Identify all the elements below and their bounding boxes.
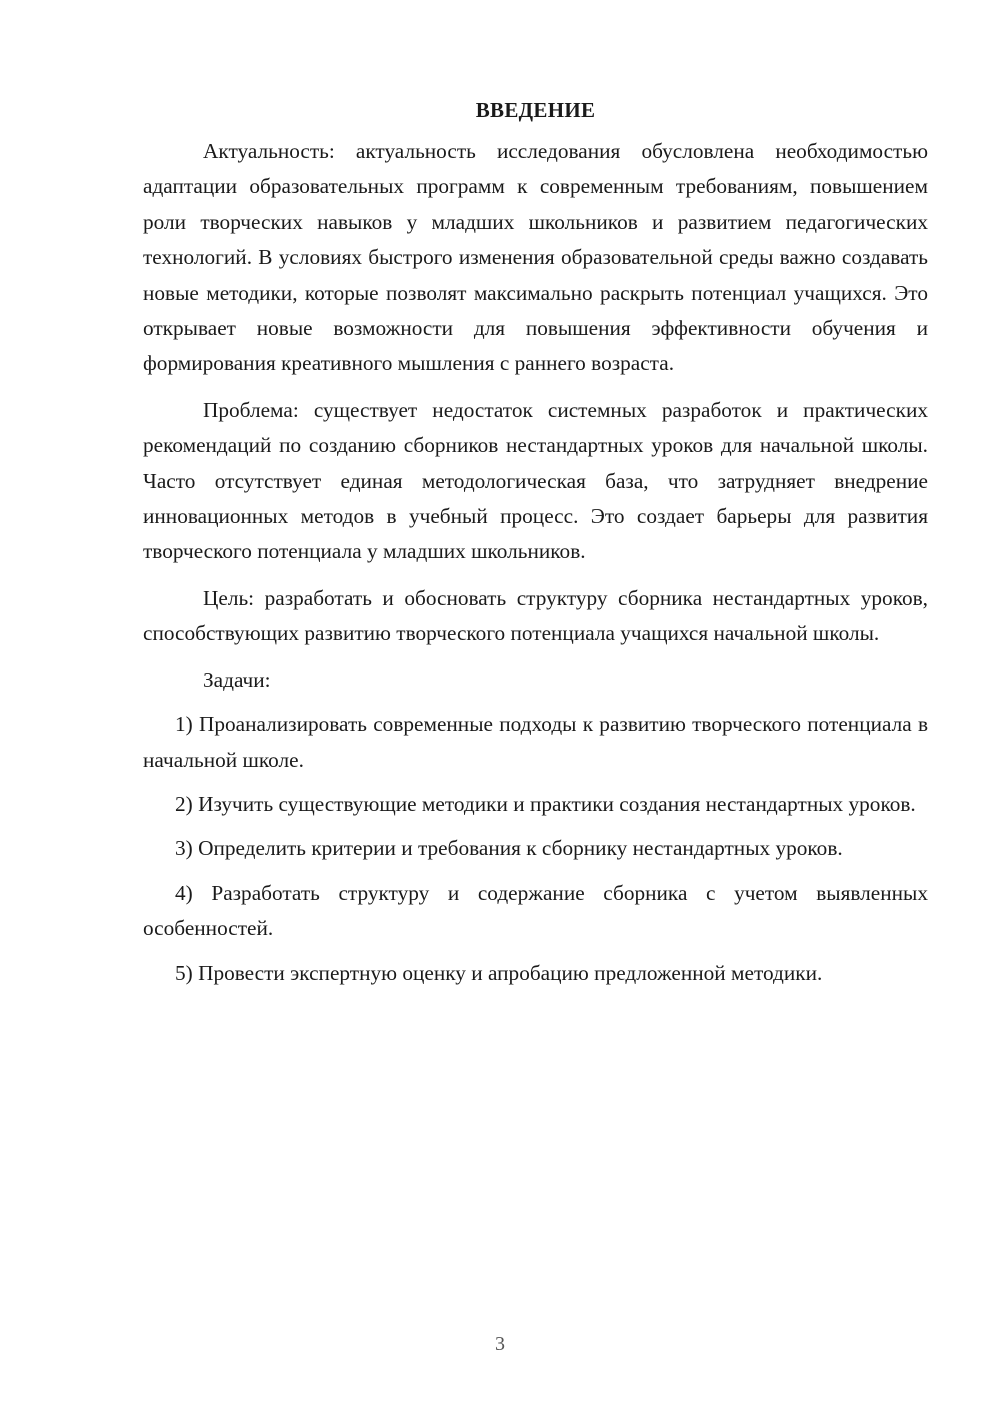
section-heading: ВВЕДЕНИЕ [475, 98, 596, 122]
task-item-5: 5) Провести экспертную оценку и апробацию предложенной методики. [175, 960, 823, 985]
page-number: 3 [495, 1333, 505, 1355]
task-item-2: 2) Изучить существующие методики и практики создания нестандартных уроков. [175, 791, 916, 816]
task-item-1: 1) Проанализировать современные подходы к развитию творческого потенциала в начальной школе. [143, 712, 928, 772]
paragraph-relevance: Актуальность: актуальность исследования обусловлена необходимостью адаптации образовательных программ к современным требованиям, повышением роли творческих навыков у младших школьников и развитием педагогических технологий. В условиях быстрого изменения образовательной среды важно создавать новые методики, которые позволят максимально раскрыть потенциал учащихся. Это открывает новые возможности для повышения эффективности обучения и формирования креативного мышления с раннего возраста. [143, 139, 928, 376]
paragraph-goal: Цель: разработать и обосновать структуру сборника нестандартных уроков, способствующих развитию творческого потенциала учащихся начальной школы. [143, 585, 928, 646]
document-page [143, 92, 928, 1000]
task-item-4: 4) Разработать структуру и содержание сборника с учетом выявленных особенностей. [143, 880, 928, 941]
paragraph-problem: Проблема: существует недостаток системных разработок и практических рекомендаций по созданию сборников нестандартных уроков для начальной школы. Часто отсутствует единая методологическая база, что затрудняет внедрение инновационных методов в учебный процесс. Это создает барьеры для развития творческого потенциала у младших школьников. [143, 397, 928, 564]
tasks-label: Задачи: [203, 667, 271, 692]
tasks-list [143, 707, 928, 991]
task-item-3: 3) Определить критерии и требования к сборнику нестандартных уроков. [175, 836, 843, 861]
